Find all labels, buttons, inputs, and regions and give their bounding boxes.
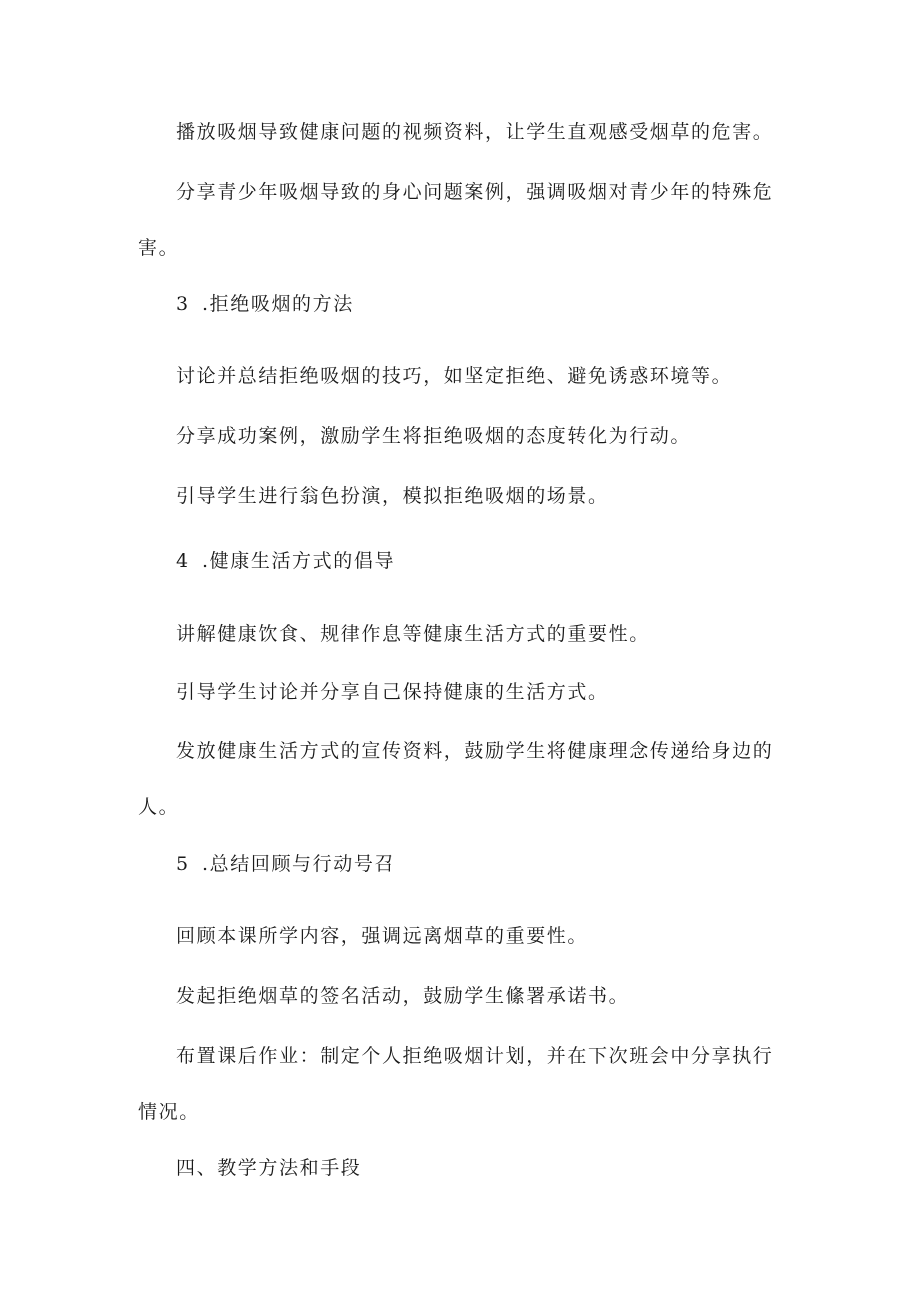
section-number: 4 — [176, 550, 190, 572]
section-number: 3 — [176, 293, 190, 315]
section-title: .健康生活方式的倡导 — [202, 550, 396, 572]
paragraph-homework: 布置课后作业：制定个人拒绝吸烟计划，并在下次班会中分享执行情况。 — [138, 1045, 774, 1123]
paragraph-share-lifestyle: 引导学生讨论并分享自己保持健康的生活方式。 — [176, 681, 609, 703]
section-number: 5 — [176, 853, 190, 875]
section-heading-4 — [176, 533, 395, 589]
paragraph-refusal-skills: 讨论并总结拒绝吸烟的技巧，如坚定拒绝、避免诱惑环境等。 — [176, 365, 733, 387]
paragraph-review: 回顾本课所学内容，强调远离烟草的重要性。 — [176, 925, 589, 947]
section-heading-four: 四、教学方法和手段 — [176, 1157, 362, 1179]
paragraph-youth-cases: 分享青少年吸烟导致的身心问题案例，强调吸烟对青少年的特殊危害。 — [138, 181, 774, 259]
section-title: .总结回顾与行动号召 — [202, 853, 396, 875]
section-heading-5 — [176, 836, 395, 892]
section-heading-3 — [176, 276, 354, 332]
paragraph-signature-activity: 发起拒绝烟草的签名活动，鼓励学生絛署承诺书。 — [176, 985, 630, 1007]
section-title: .拒绝吸烟的方法 — [202, 293, 354, 315]
paragraph-role-play: 引导学生进行翁色扮演，模拟拒绝吸烟的场景。 — [176, 485, 609, 507]
paragraph-brochures: 发放健康生活方式的宣传资料，鼓励学生将健康理念传递给身边的人。 — [138, 740, 774, 818]
paragraph-video-material: 播放吸烟导致健康问题的视频资料，让学生直观感受烟草的危害。 — [176, 121, 774, 143]
paragraph-healthy-diet: 讲解健康饮食、规律作息等健康生活方式的重要性。 — [176, 623, 650, 645]
paragraph-success-cases: 分享成功案例，激励学生将拒绝吸烟的态度转化为行动。 — [176, 425, 692, 447]
